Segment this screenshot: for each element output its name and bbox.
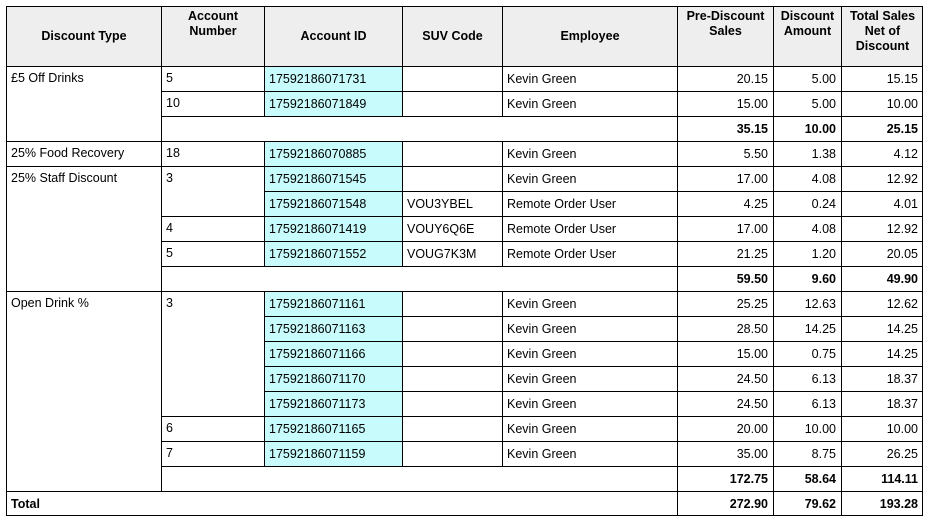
- pre-discount-cell: 15.00: [677, 341, 773, 366]
- discount-amount-cell: 14.25: [773, 316, 841, 341]
- pre-discount-cell: 4.25: [677, 191, 773, 216]
- suv-code-cell: [402, 291, 502, 316]
- account-id-cell: 17592186071849: [264, 91, 402, 116]
- employee-cell: Kevin Green: [502, 366, 677, 391]
- suv-code-cell: [402, 341, 502, 366]
- discount-amount-cell: 6.13: [773, 366, 841, 391]
- account-id-cell: 17592186071163: [264, 316, 402, 341]
- net-sales-cell: 20.05: [841, 241, 923, 266]
- discount-amount-cell: 8.75: [773, 441, 841, 466]
- account-id-cell: 17592186071165: [264, 416, 402, 441]
- net-sales-cell: 10.00: [841, 416, 923, 441]
- pre-discount-cell: 17.00: [677, 166, 773, 191]
- suv-code-cell: VOUY6Q6E: [402, 216, 502, 241]
- header-discount-amount: Discount Amount: [773, 6, 841, 66]
- subtotal-spacer: [161, 116, 677, 141]
- total-net: 193.28: [841, 491, 923, 516]
- employee-cell: Kevin Green: [502, 291, 677, 316]
- pre-discount-cell: 28.50: [677, 316, 773, 341]
- net-sales-cell: 12.92: [841, 216, 923, 241]
- table-border-bottom: [6, 515, 923, 516]
- employee-cell: Kevin Green: [502, 341, 677, 366]
- pre-discount-cell: 20.15: [677, 66, 773, 91]
- discount-amount-cell: 5.00: [773, 66, 841, 91]
- header-pre-discount-sales: Pre-Discount Sales: [677, 6, 773, 66]
- group-discount-type: £5 Off Drinks: [6, 66, 161, 141]
- subtotal-net: 114.11: [841, 466, 923, 491]
- pre-discount-cell: 17.00: [677, 216, 773, 241]
- pre-discount-cell: 24.50: [677, 366, 773, 391]
- subtotal-discount: 58.64: [773, 466, 841, 491]
- header-discount-type: Discount Type: [6, 6, 161, 66]
- employee-cell: Kevin Green: [502, 441, 677, 466]
- account-id-cell: 17592186071548: [264, 191, 402, 216]
- account-id-cell: 17592186070885: [264, 141, 402, 166]
- account-number-cell: 6: [161, 416, 264, 441]
- account-number-cell: 5: [161, 241, 264, 266]
- total-discount: 79.62: [773, 491, 841, 516]
- discount-amount-cell: 1.20: [773, 241, 841, 266]
- net-sales-cell: 15.15: [841, 66, 923, 91]
- pre-discount-cell: 15.00: [677, 91, 773, 116]
- suv-code-cell: VOU3YBEL: [402, 191, 502, 216]
- net-sales-cell: 12.62: [841, 291, 923, 316]
- suv-code-cell: [402, 391, 502, 416]
- subtotal-spacer: [161, 466, 677, 491]
- discount-report-table: [6, 6, 923, 516]
- account-number-cell: 7: [161, 441, 264, 466]
- subtotal-net: 25.15: [841, 116, 923, 141]
- discount-amount-cell: 10.00: [773, 416, 841, 441]
- employee-cell: Kevin Green: [502, 91, 677, 116]
- subtotal-pre-discount: 172.75: [677, 466, 773, 491]
- pre-discount-cell: 5.50: [677, 141, 773, 166]
- account-id-cell: 17592186071552: [264, 241, 402, 266]
- suv-code-cell: [402, 316, 502, 341]
- header-suv-code: SUV Code: [402, 6, 502, 66]
- group-discount-type: 25% Food Recovery: [6, 141, 161, 166]
- account-number-cell: 5: [161, 66, 264, 91]
- employee-cell: Kevin Green: [502, 66, 677, 91]
- subtotal-discount: 9.60: [773, 266, 841, 291]
- suv-code-cell: [402, 166, 502, 191]
- subtotal-net: 49.90: [841, 266, 923, 291]
- net-sales-cell: 10.00: [841, 91, 923, 116]
- discount-amount-cell: 1.38: [773, 141, 841, 166]
- account-number-cell: 4: [161, 216, 264, 241]
- discount-amount-cell: 0.75: [773, 341, 841, 366]
- discount-amount-cell: 5.00: [773, 91, 841, 116]
- header-total-sales-net: Total Sales Net of Discount: [841, 6, 923, 66]
- total-pre-discount: 272.90: [677, 491, 773, 516]
- net-sales-cell: 18.37: [841, 391, 923, 416]
- employee-cell: Remote Order User: [502, 241, 677, 266]
- header-account-number: Account Number: [161, 6, 264, 66]
- group-discount-type: Open Drink %: [6, 291, 161, 491]
- account-id-cell: 17592186071166: [264, 341, 402, 366]
- discount-amount-cell: 0.24: [773, 191, 841, 216]
- table-border-right: [922, 6, 923, 516]
- discount-amount-cell: 4.08: [773, 216, 841, 241]
- account-number-cell: 3: [161, 166, 264, 216]
- subtotal-spacer: [161, 266, 677, 291]
- account-id-cell: 17592186071159: [264, 441, 402, 466]
- suv-code-cell: [402, 66, 502, 91]
- suv-code-cell: [402, 141, 502, 166]
- net-sales-cell: 14.25: [841, 316, 923, 341]
- employee-cell: Kevin Green: [502, 141, 677, 166]
- net-sales-cell: 4.01: [841, 191, 923, 216]
- account-id-cell: 17592186071173: [264, 391, 402, 416]
- discount-amount-cell: 6.13: [773, 391, 841, 416]
- net-sales-cell: 18.37: [841, 366, 923, 391]
- pre-discount-cell: 24.50: [677, 391, 773, 416]
- suv-code-cell: [402, 441, 502, 466]
- subtotal-pre-discount: 35.15: [677, 116, 773, 141]
- header-employee: Employee: [502, 6, 677, 66]
- account-number-cell: 10: [161, 91, 264, 116]
- subtotal-pre-discount: 59.50: [677, 266, 773, 291]
- subtotal-discount: 10.00: [773, 116, 841, 141]
- employee-cell: Kevin Green: [502, 416, 677, 441]
- employee-cell: Remote Order User: [502, 191, 677, 216]
- discount-amount-cell: 4.08: [773, 166, 841, 191]
- total-label: Total: [6, 491, 677, 516]
- account-id-cell: 17592186071731: [264, 66, 402, 91]
- net-sales-cell: 4.12: [841, 141, 923, 166]
- account-number-cell: 18: [161, 141, 264, 166]
- account-number-cell: 3: [161, 291, 264, 416]
- discount-amount-cell: 12.63: [773, 291, 841, 316]
- account-id-cell: 17592186071545: [264, 166, 402, 191]
- employee-cell: Kevin Green: [502, 391, 677, 416]
- account-id-cell: 17592186071161: [264, 291, 402, 316]
- suv-code-cell: [402, 366, 502, 391]
- pre-discount-cell: 25.25: [677, 291, 773, 316]
- account-id-cell: 17592186071419: [264, 216, 402, 241]
- header-account-id: Account ID: [264, 6, 402, 66]
- group-discount-type: 25% Staff Discount: [6, 166, 161, 291]
- employee-cell: Kevin Green: [502, 316, 677, 341]
- suv-code-cell: VOUG7K3M: [402, 241, 502, 266]
- account-id-cell: 17592186071170: [264, 366, 402, 391]
- suv-code-cell: [402, 91, 502, 116]
- pre-discount-cell: 21.25: [677, 241, 773, 266]
- net-sales-cell: 14.25: [841, 341, 923, 366]
- net-sales-cell: 12.92: [841, 166, 923, 191]
- suv-code-cell: [402, 416, 502, 441]
- net-sales-cell: 26.25: [841, 441, 923, 466]
- pre-discount-cell: 20.00: [677, 416, 773, 441]
- employee-cell: Kevin Green: [502, 166, 677, 191]
- pre-discount-cell: 35.00: [677, 441, 773, 466]
- employee-cell: Remote Order User: [502, 216, 677, 241]
